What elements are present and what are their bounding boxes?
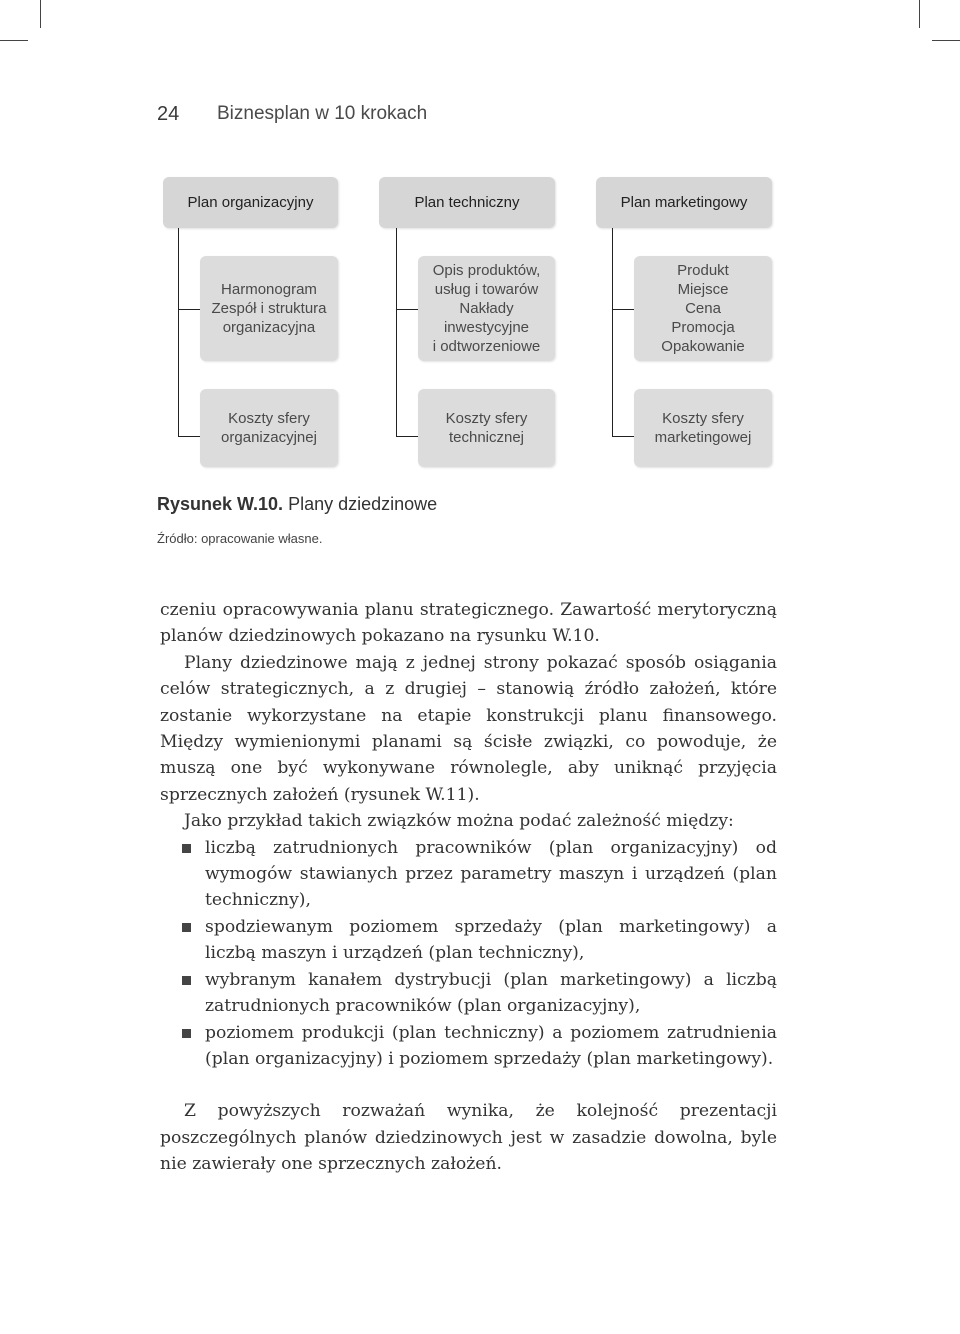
connector-line (612, 309, 634, 310)
connector-line (612, 436, 634, 437)
technical-costs-box: Koszty sfery technicznej (418, 389, 555, 467)
bullet-list (160, 835, 777, 1073)
page-number: 24 (157, 103, 180, 125)
plan-organizational-box: Plan organizacyjny (163, 177, 338, 228)
connector-line (396, 436, 418, 437)
plan-technical-box: Plan techniczny (379, 177, 555, 228)
body-text (160, 597, 777, 1178)
figure-caption (157, 494, 437, 515)
list-item: spodziewanym poziomem sprzedaży (plan marketingowy) a liczbą maszyn i urządzeń (plan techniczny), (160, 914, 777, 967)
connector-line (178, 309, 200, 310)
figure-title: Plany dziedzinowe (288, 494, 438, 514)
connector-line (396, 309, 418, 310)
marketing-costs-box: Koszty sfery marketingowej (634, 389, 772, 467)
square-bullet-icon (182, 1029, 191, 1038)
marketing-detail-box: Produkt Miejsce Cena Promocja Opakowanie (634, 256, 772, 361)
list-item: poziomem produkcji (plan techniczny) a poziomem zatrudnienia (plan organizacyjny) i poziomem sprzedaży (plan marketingowy). (160, 1020, 777, 1073)
square-bullet-icon (182, 923, 191, 932)
running-title: Biznesplan w 10 krokach (217, 103, 428, 124)
figure-label: Rysunek W.10. (157, 494, 284, 514)
paragraph: Z powyższych rozważań wynika, że kolejność prezentacji poszczególnych planów dziedzinowych jest w zasadzie dowolna, byle nie zawierały one sprzecznych założeń. (160, 1101, 777, 1175)
paragraph: Plany dziedzinowe mają z jednej strony pokazać sposób osiągania celów strategicznych, a z drugiej – stanowią źródło założeń, które zostanie wykorzystane na etapie konstrukcji planu finansowego. Między wymienionymi planami są ścisłe związki, co powoduje, że muszą one być wykonywane równolegle, aby uniknąć przyjęcia sprzecznych założeń (rysunek W.11). (160, 652, 777, 805)
technical-detail-box: Opis produktów, usług i towarów Nakłady inwestycyjne i odtworzeniowe (418, 256, 555, 361)
list-item: wybranym kanałem dystrybucji (plan marketingowy) a liczbą zatrudnionych pracowników (plan organizacyjny), (160, 967, 777, 1020)
paragraph-spacer (160, 1072, 777, 1098)
connector-line (178, 228, 179, 436)
list-item: liczbą zatrudnionych pracowników (plan organizacyjny) od wymogów stawianych przez parametry maszyn i urządzeń (plan techniczny), (160, 835, 777, 914)
connector-line (612, 228, 613, 436)
square-bullet-icon (182, 844, 191, 853)
connector-line (396, 228, 397, 436)
organizational-detail-box: Harmonogram Zespół i struktura organizacyjna (200, 256, 338, 361)
connector-line (178, 436, 200, 437)
organizational-costs-box: Koszty sfery organizacyjnej (200, 389, 338, 467)
paragraph: Jako przykład takich związków można podać zależność między: (184, 811, 734, 832)
figure-source: Źródło: opracowanie własne. (157, 531, 323, 546)
plans-diagram (0, 0, 960, 480)
plan-marketing-box: Plan marketingowy (596, 177, 772, 228)
paragraph: czeniu opracowywania planu strategicznego. Zawartość merytoryczną planów dziedzinowych pokazano na rysunku W.10. (160, 600, 777, 647)
square-bullet-icon (182, 976, 191, 985)
